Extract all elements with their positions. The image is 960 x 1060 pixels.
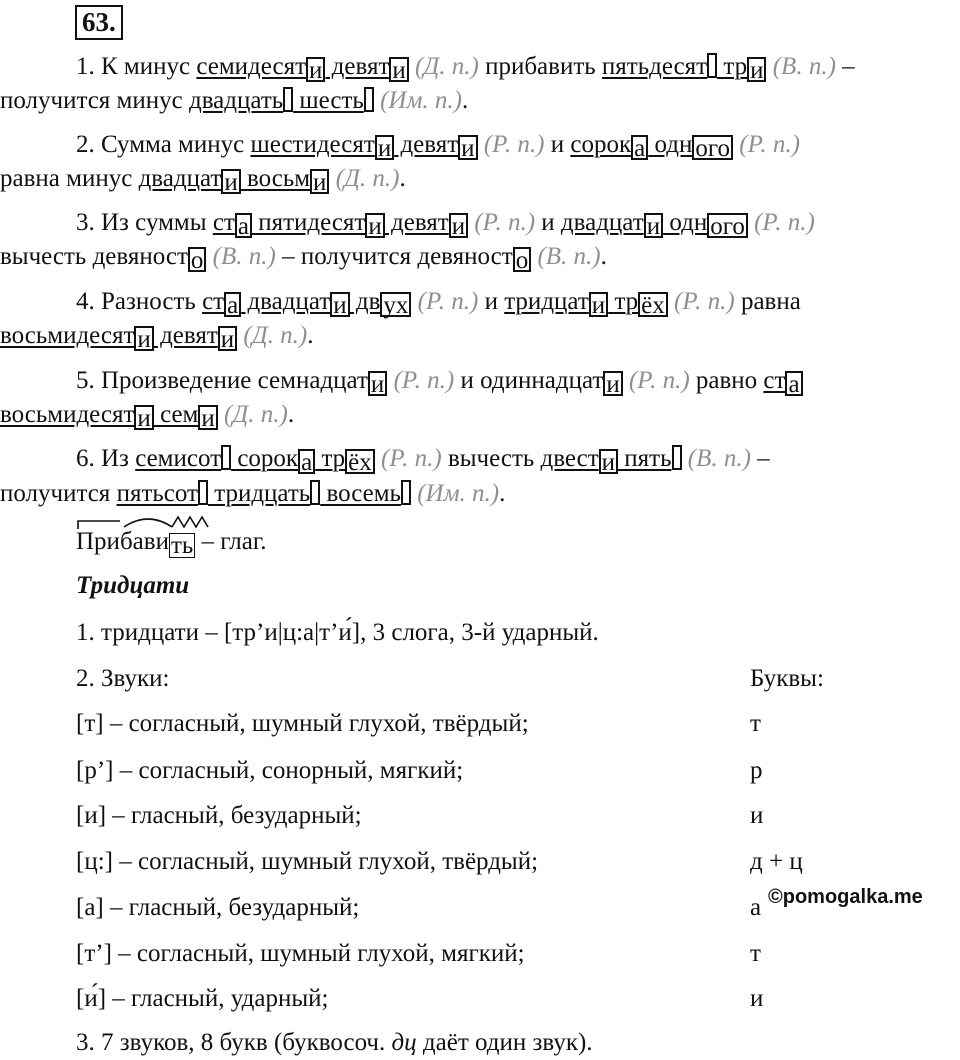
sound-row: [ц:] – согласный, шумный глухой, твёрдый; — [76, 848, 539, 875]
letter-cell: т — [750, 710, 761, 737]
ending-box: и — [368, 371, 387, 396]
ending-box-empty — [401, 480, 411, 505]
ending-box: и — [389, 57, 408, 82]
sentence-1-line-2: получится минус двадцать шесть (Им. п.). — [0, 87, 469, 114]
ending-box: а — [235, 213, 252, 238]
numeral-word: ст а двадцат и дв ух — [202, 288, 411, 315]
case-label: (В. п.) — [206, 243, 276, 270]
ending-box-empty — [707, 53, 717, 78]
ending-box: а — [785, 371, 802, 396]
case-label: (Д. п.) — [237, 322, 308, 349]
ending-box: и — [589, 292, 608, 317]
sentence-3-line-1: 3. Из суммы ст а пятидесят и девят и (Р. п.) и двадцат и одн ого (Р. п.) — [76, 209, 815, 240]
letter-cell: и — [750, 985, 764, 1012]
ending-box: и — [198, 405, 217, 430]
sentence-3-line-2: вычесть девяност о (В. п.) – получится девяност о (В. п.). — [0, 243, 607, 274]
case-label: (Р. п.) — [468, 209, 536, 236]
ending-box: ого — [692, 135, 733, 160]
ending-box: о — [513, 247, 532, 272]
sentence-6-line-1: 6. Из семисот сорок а тр ёх (Р. п.) вычесть двест и пять (В. п.) – — [76, 445, 770, 476]
case-label: (В. п.) — [531, 243, 601, 270]
numeral-word: сорок а одн ого — [570, 131, 733, 158]
ending-box: а — [298, 449, 315, 474]
sound-row: [и] – гласный, безударный; — [76, 802, 362, 829]
ending-box-empty — [198, 480, 208, 505]
letters-header: Буквы: — [750, 665, 824, 692]
sound-row: [т] – согласный, шумный глухой, твёрдый; — [76, 710, 529, 737]
numeral-word: пятьсот тридцать восемь — [117, 480, 411, 507]
ending-box: ёх — [638, 292, 668, 317]
analysis-item-3: 3. 7 звуков, 8 букв (буквосоч. дц даёт один звук). — [76, 1029, 593, 1056]
case-label: (Им. п.) — [373, 87, 462, 114]
sound-row: [т’] – согласный, шумный глухой, мягкий; — [76, 940, 525, 967]
case-label: (Р. п.) — [622, 367, 690, 394]
case-label: (Р. п.) — [747, 209, 815, 236]
ending-box: и — [747, 57, 766, 82]
exercise-number: 63. — [75, 5, 123, 40]
letter-cell: т — [750, 940, 761, 967]
case-label: (Р. п.) — [387, 367, 455, 394]
ending-box: ого — [707, 213, 748, 238]
sounds-header: 2. Звуки: — [76, 665, 170, 692]
ending-box: и — [449, 213, 468, 238]
sentence-2-line-2: равна минус двадцат и восьм и (Д. п.). — [0, 165, 406, 196]
sentence-6-line-2: получится пятьсот тридцать восемь (Им. п.). — [0, 480, 506, 507]
watermark: ©pomogalka.me — [768, 886, 923, 908]
case-label: (Д. п.) — [329, 165, 400, 192]
numeral-word: ст а — [763, 367, 802, 394]
verb-parse: Прибавить – глаг. — [76, 525, 267, 559]
numeral-word: семидесят и девят и — [196, 53, 408, 80]
analysis-title: Тридцати — [76, 572, 190, 599]
ending-box: о — [188, 247, 207, 272]
ending-box: и — [134, 405, 153, 430]
ending-box: ух — [380, 292, 411, 317]
numeral-word: тридцат и тр ёх — [504, 288, 668, 315]
letter-cell: р — [750, 757, 763, 784]
numeral-word: пятьдесят тр и — [602, 53, 767, 80]
sound-row: [р’] – согласный, сонорный, мягкий; — [76, 757, 464, 784]
sentence-4-line-1: 4. Разность ст а двадцат и дв ух (Р. п.) и тридцат и тр ёх (Р. п.) равна — [76, 288, 801, 319]
numeral-word: восьмидесят и девят и — [0, 322, 237, 349]
sentence-5-line-2: восьмидесят и сем и (Д. п.). — [0, 401, 295, 432]
morpheme-marks-icon — [76, 511, 216, 533]
numeral-word: двадцат и одн ого — [561, 209, 748, 236]
ending-box: и — [218, 326, 237, 351]
ending-box: и — [310, 169, 329, 194]
case-label: (Им. п.) — [410, 480, 500, 507]
case-label: (Р. п.) — [733, 131, 800, 158]
ending-box-empty — [283, 87, 293, 112]
numeral-word: двест и пять — [541, 445, 682, 472]
case-label: (Р. п.) — [477, 131, 545, 158]
numeral-word: двадцат и восьм и — [139, 165, 330, 192]
letter-cell: и — [750, 802, 764, 829]
ending-box: и — [134, 326, 153, 351]
letter-cell: д + ц — [750, 848, 803, 875]
case-label: (Р. п.) — [667, 288, 735, 315]
case-label: (Д. п.) — [408, 53, 479, 80]
case-label: (В. п.) — [681, 445, 751, 472]
ending-box: и — [306, 57, 325, 82]
ending-box: а — [224, 292, 241, 317]
ending-box: и — [603, 371, 622, 396]
numeral-word: семисот сорок а тр ёх — [135, 445, 375, 472]
verb-word: Прибавить — [76, 525, 195, 559]
ending-box: а — [631, 135, 648, 160]
sentence-5-line-1: 5. Произведение семнадцат и (Р. п.) и одиннадцат и (Р. п.) равно ст а — [76, 364, 803, 398]
ending-box-empty — [672, 445, 682, 470]
case-label: (Д. п.) — [217, 401, 288, 428]
ending-box-empty — [310, 480, 320, 505]
numeral-word: шестидесят и девят и — [250, 131, 477, 158]
ending-box: и — [221, 169, 240, 194]
ending-box-empty — [364, 87, 374, 112]
case-label: (Р. п.) — [374, 445, 442, 472]
ending-box: и — [330, 292, 349, 317]
ending-box: ёх — [345, 449, 375, 474]
case-label: (Р. п.) — [411, 288, 479, 315]
case-label: (В. п.) — [766, 53, 836, 80]
numeral-word: ст а пятидесят и девят и — [213, 209, 468, 236]
sentence-1-line-1: 1. К минус семидесят и девят и (Д. п.) прибавить пятьдесят тр и (В. п.) – — [76, 53, 855, 84]
analysis-item-1: 1. тридцати – [тр’и|ц:а|т’и́], 3 слога, 3-й ударный. — [76, 619, 599, 646]
ending-box: и — [599, 449, 618, 474]
sound-row: [а] – гласный, безударный; — [76, 894, 360, 921]
numeral-word: восьмидесят и сем и — [0, 401, 218, 428]
sound-row: [и́] – гласный, ударный; — [76, 985, 329, 1012]
letter-cell: а — [750, 894, 762, 921]
ending-box: и — [375, 135, 394, 160]
verb-ending-box: ть — [170, 532, 194, 559]
ending-box: и — [365, 213, 384, 238]
sentence-2-line-1: 2. Сумма минус шестидесят и девят и (Р. п.) и сорок а одн ого (Р. п.) — [76, 131, 800, 162]
ending-box: и — [644, 213, 663, 238]
ending-box-empty — [221, 445, 231, 470]
ending-box: и — [458, 135, 477, 160]
numeral-word: двадцать шесть — [189, 87, 374, 114]
sentence-4-line-2: восьмидесят и девят и (Д. п.). — [0, 322, 314, 353]
